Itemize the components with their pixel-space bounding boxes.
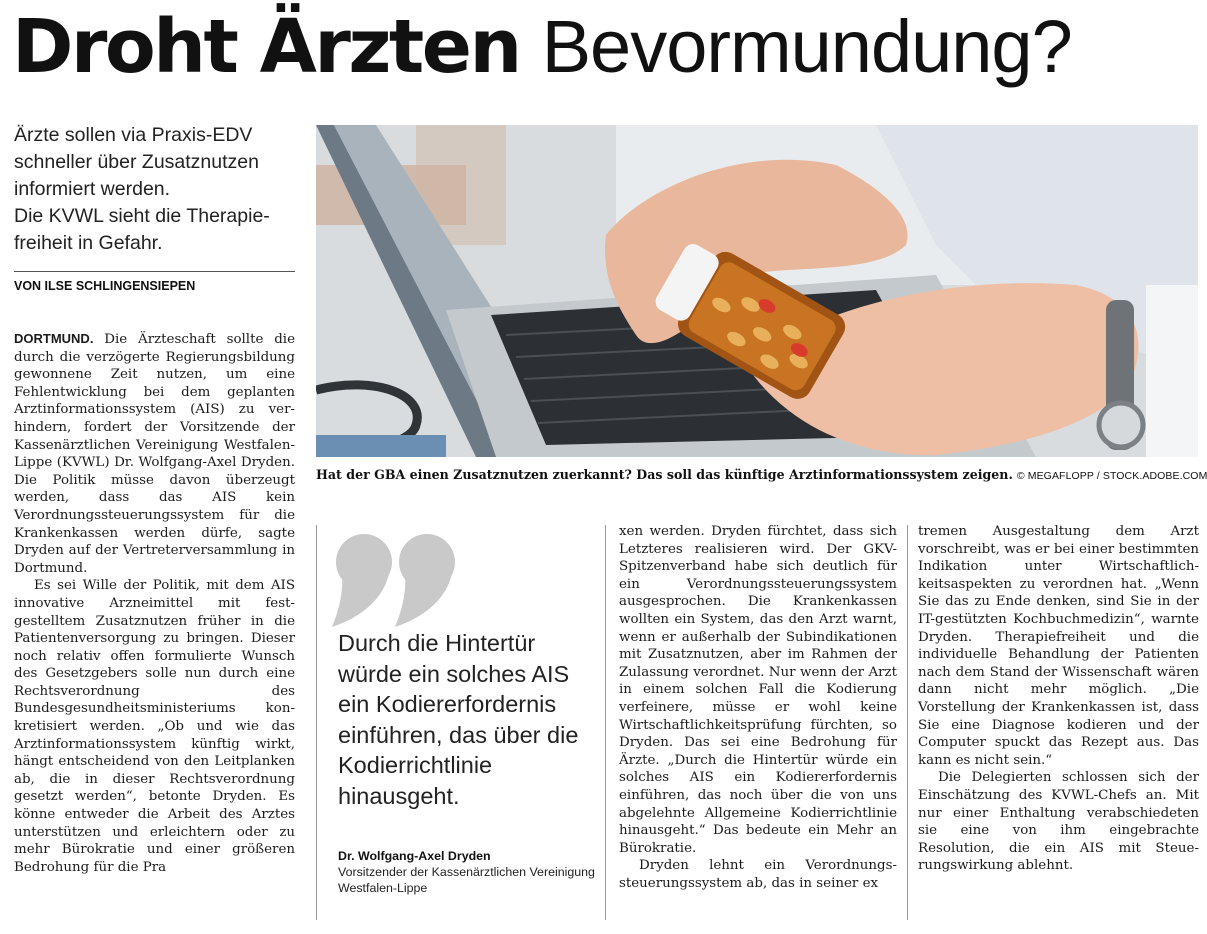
paragraph-4: Dryden lehnt ein Verordnungssteuerungssystem ab, das in seiner ex bbox=[619, 858, 897, 891]
column-divider-2 bbox=[605, 525, 606, 920]
teaser-line-1: Ärzte sollen via Praxis-EDV schneller über Zusatznutzen informiert werden. bbox=[14, 124, 259, 200]
teaser bbox=[14, 122, 304, 257]
quote-author-role: Vorsitzender der Kassenärztlichen Vereinigung Westfalen-Lippe bbox=[338, 865, 595, 895]
headline bbox=[12, 2, 1202, 92]
article-column-1 bbox=[14, 330, 295, 876]
caption-text: Hat der GBA einen Zusatznutzen zuerkannt? Das soll das künftige Arztinformationssystem zeigen. bbox=[316, 467, 1013, 482]
column-divider-3 bbox=[907, 525, 908, 920]
teaser-line-2: Die KVWL sieht die Therapiefreiheit in Gefahr. bbox=[14, 205, 270, 254]
paragraph-1 bbox=[14, 330, 295, 577]
quote-author: Dr. Wolfgang-Axel Dryden bbox=[338, 849, 491, 863]
quote-mark-icon bbox=[332, 522, 462, 632]
paragraph-6: Die Delegierten schlossen sich der Einschätzung des KVWL-Chefs an. Mit nur einer Enthaltung verabschiedeten sie eine von ihm eingebrachte Resolution, die ein AIS mit Steuerungswirkung ablehnt. bbox=[918, 770, 1199, 874]
pull-quote: Durch die Hintertür würde ein solches AIS ein Kodiererfordernis einführen, das über die Kodierrichtlinie hinausgeht. bbox=[338, 630, 579, 809]
headline-bold: Droht Ärzten bbox=[12, 4, 520, 90]
article-photo bbox=[316, 125, 1198, 457]
photo-illustration bbox=[316, 125, 1198, 457]
headline-light: Bevormundung? bbox=[541, 5, 1072, 88]
byline: VON ILSE SCHLINGENSIEPEN bbox=[14, 279, 196, 293]
byline-rule bbox=[14, 271, 295, 272]
dateline: DORTMUND. bbox=[14, 331, 94, 346]
article-column-4 bbox=[918, 523, 1199, 875]
paragraph-1-text: Die Ärzteschaft sollte die durch die verzögerte Regierungsbildung gewonnene Zeit nutzen, um eine Fehlentwicklung bei dem geplanten Arztinformationssystem (AIS) zu verhindern, fordert der Vorsitzende der Kassenärztlichen Vereinigung Westfalen-Lippe (KVWL) Dr. Wolfgang-Axel Dryden. Die Politik müsse davon überzeugt werden, dass das AIS kein Verordnungssteuerungssystem für die Krankenkassen werden dürfe, sagte Dryden auf der Vertreterversammlung in Dortmund. bbox=[14, 332, 295, 576]
paragraph-2: Es sei Wille der Politik, mit dem AIS innovative Arzneimittel mit festgestelltem Zusatznutzen früher in die Patientenversorgung zu bringen. Dieser noch relativ offen formulierte Wunsch des Gesetzgebers solle nun durch eine Rechtsverordnung des Bundesgesundheitsministeriums konkretisiert werden. „Ob und wie das Arztinformationssystem künftig wirkt, hängt entscheidend von den Leitplanken ab, die in dieser Rechtsverordnung gesetzt werden“, betonte Dryden. Es könne entweder die Arbeit des Arztes unterstützen und erleichtern oder zu mehr Bürokratie und einer größeren Bedrohung für die Pra bbox=[14, 578, 295, 875]
paragraph-5: tremen Ausgestaltung dem Arzt vorschreibt, was er bei einer bestimmten Indikation unter Wirtschaftlichkeitsaspekten zu verordnen hat. „Wenn Sie das zu Ende denken, sind Sie in der IT-gestützten Kochbuchmedizin“, warnte Dryden. Therapiefreiheit und die individuelle Behandlung der Patienten nach dem Stand der Wissenschaft wären dann nicht mehr möglich. „Die Vorstellung der Krankenkassen ist, dass Sie eine Diagnose kodieren und der Computer spuckt das Rezept aus. Das kann es nicht sein.“ bbox=[918, 524, 1199, 768]
paragraph-3: xen werden. Dryden fürchtet, dass sich Letzteres realisieren wird. Der GKV-Spitzenverband habe sich deutlich für ein Verordnungssteuerungssystem ausgesprochen. Die Krankenkassen wollten ein System, das den Arzt warnt, wenn er außerhalb der Subindikationen mit Zusatznutzen, aber im Rahmen der Zulassung verordnet. Nur wenn der Arzt in einem solchen Fall die Kodierung verfeinere, müsse er wohl keine Wirtschaftlichkeitsprüfung fürchten, so Dryden. Das sei eine Bedrohung für Ärzte. „Durch die Hintertür würde ein solches AIS ein Kodiererfordernis einführen, das noch über die von uns abgelehnte Allgemeine Kodierrichtlinie hinausgeht.“ Das bedeute ein Mehr an Bürokratie. bbox=[619, 524, 897, 856]
column-divider-1 bbox=[316, 525, 317, 920]
photo-credit: © MEGAFLOPP / STOCK.ADOBE.COM bbox=[1016, 470, 1207, 482]
article-column-3 bbox=[619, 523, 897, 892]
photo-caption bbox=[316, 466, 1207, 485]
